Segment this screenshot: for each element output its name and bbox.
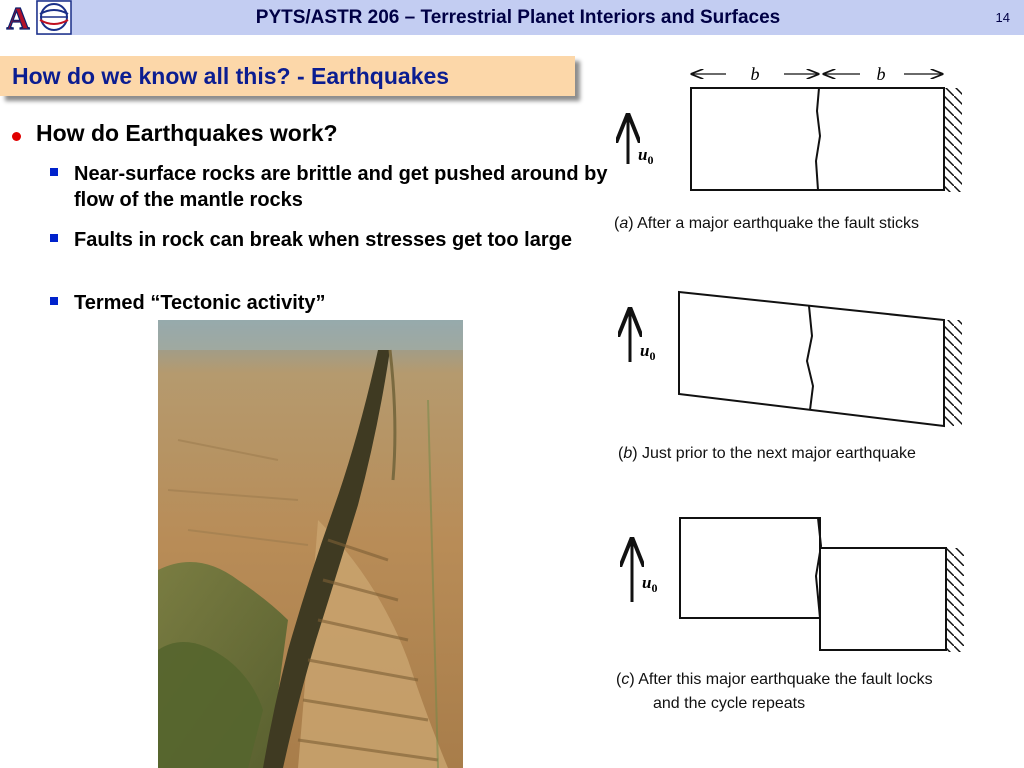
sub-bullet-text: Faults in rock can break when stresses get too large	[74, 229, 572, 251]
velocity-label-a: $u_0$	[638, 145, 654, 167]
blue-square-bullet-icon	[50, 234, 58, 242]
fault-aerial-photo	[158, 320, 463, 768]
dimension-label-1: b	[750, 64, 760, 84]
blue-square-bullet-icon	[50, 297, 58, 305]
slide-title: How do we know all this? - Earthquakes	[12, 63, 450, 89]
panel-c	[616, 518, 964, 712]
blue-square-bullet-icon	[50, 168, 58, 176]
panel-b	[618, 292, 962, 462]
caption-c-line1: (c) After this major earthquake the fault locks	[616, 671, 933, 688]
slide-title-box	[0, 56, 575, 96]
velocity-label-c: $u_0$	[642, 573, 658, 595]
dimension-label-2: b	[876, 64, 886, 84]
header-bar	[0, 0, 1024, 35]
page-number: 14	[995, 10, 1010, 25]
dimension-arrows	[692, 64, 942, 84]
fault-cycle-diagram	[604, 56, 1024, 768]
sub-bullet-text: Termed “Tectonic activity”	[74, 292, 326, 314]
red-bullet-icon	[12, 132, 21, 141]
university-logo	[0, 0, 72, 35]
panel-a	[614, 88, 962, 232]
caption-a: (a) After a major earthquake the fault sticks	[614, 215, 920, 232]
caption-c-line2: and the cycle repeats	[653, 695, 806, 712]
main-bullet-text: How do Earthquakes work?	[36, 120, 338, 146]
velocity-label-b: $u_0$	[640, 341, 656, 363]
caption-b: (b) Just prior to the next major earthquake	[618, 445, 916, 462]
logo-letter: A	[6, 0, 30, 35]
sub-bullet-text: Near-surface rocks are brittle and get pushed around by flow of the mantle rocks	[74, 163, 608, 211]
course-title: PYTS/ASTR 206 – Terrestrial Planet Interiors and Surfaces	[255, 7, 781, 28]
